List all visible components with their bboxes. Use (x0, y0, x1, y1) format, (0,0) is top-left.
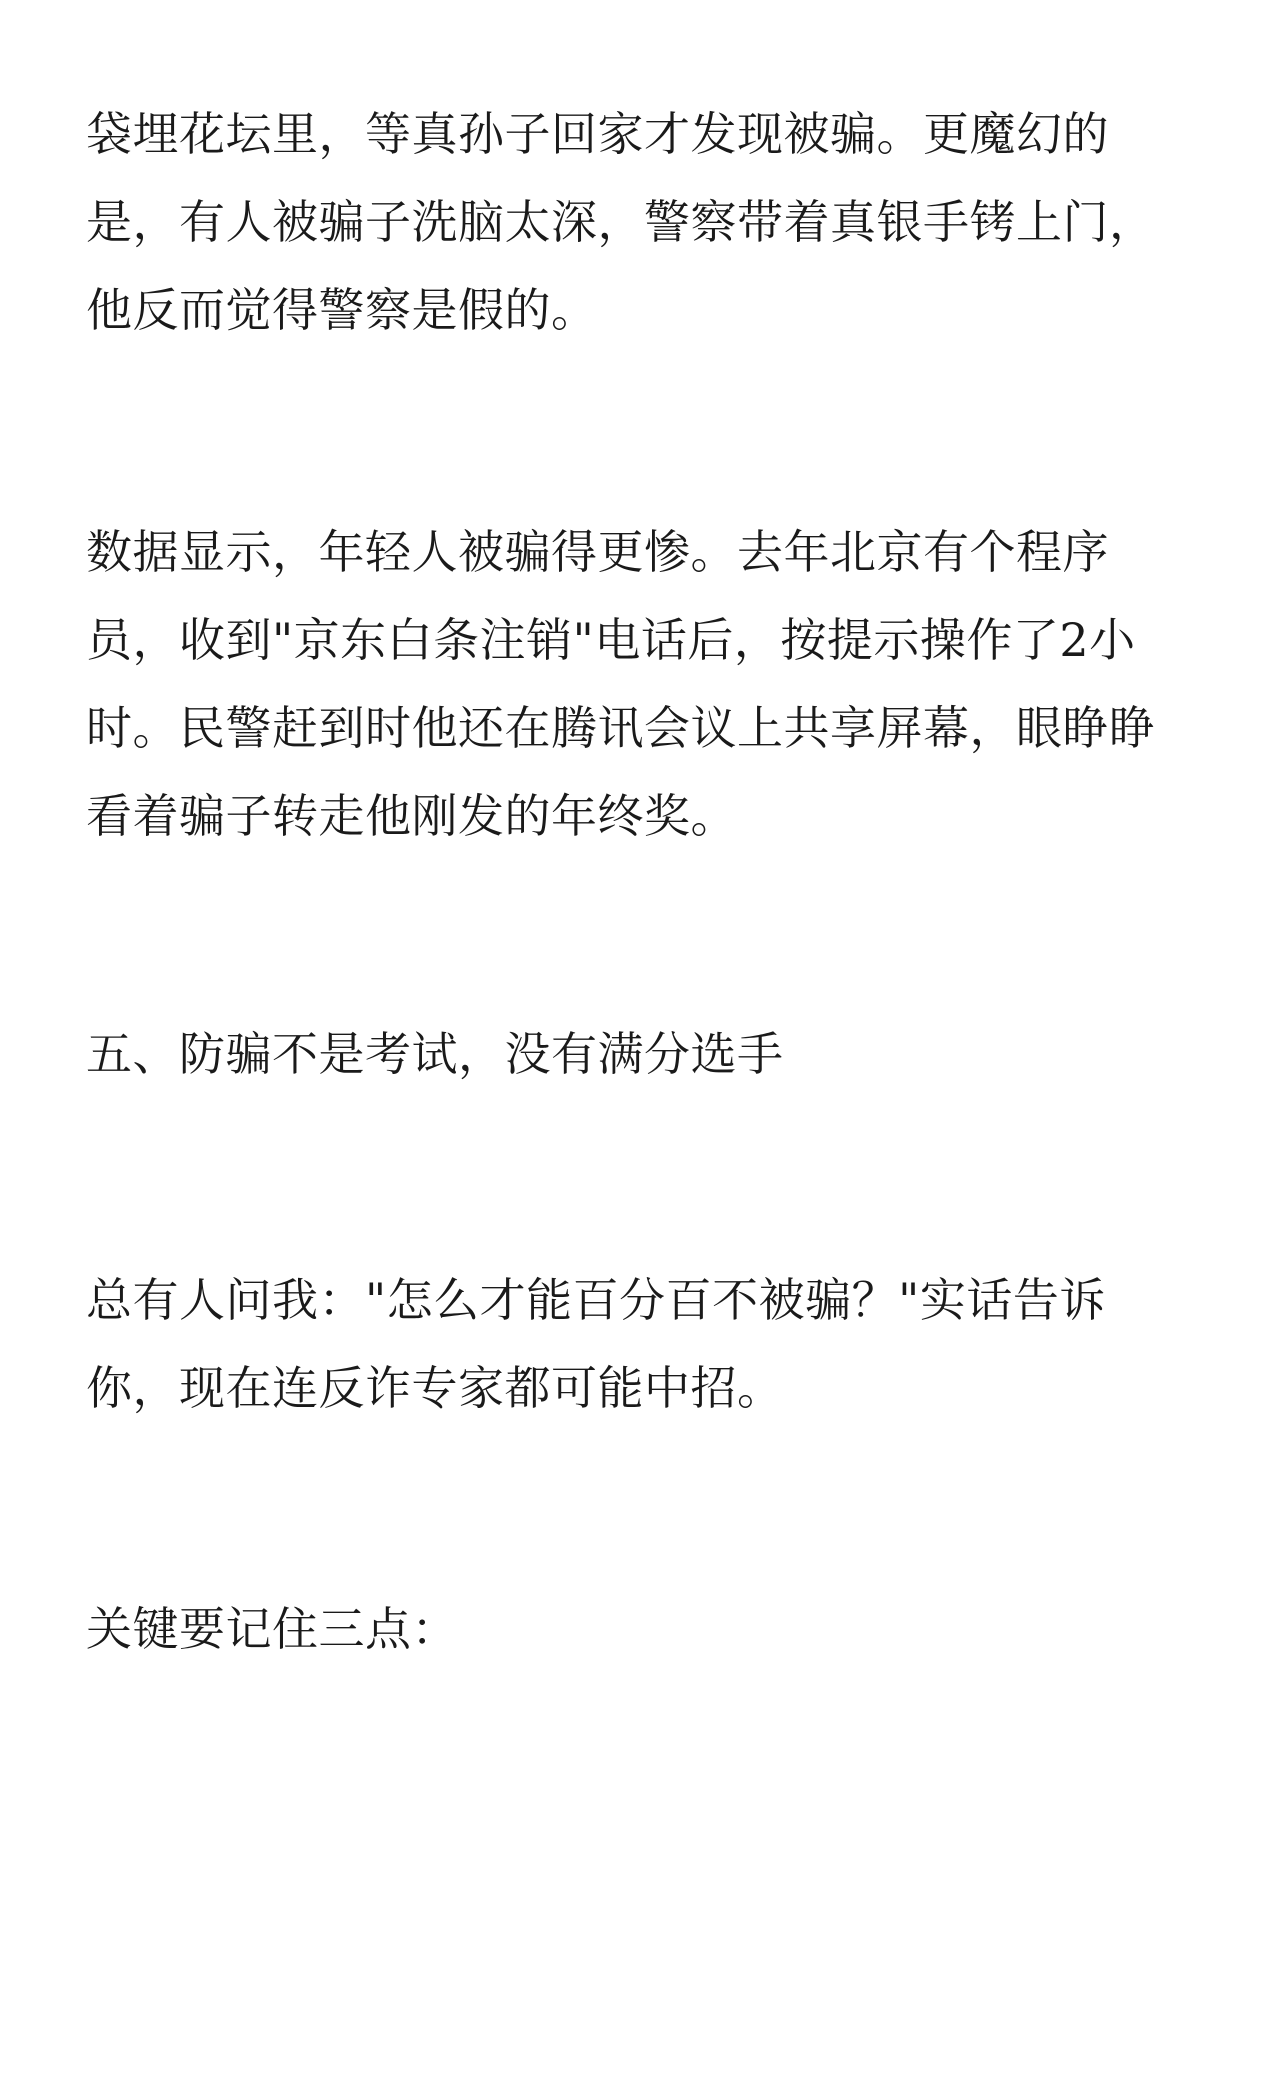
section-heading: 五、防骗不是考试，没有满分选手 (86, 1027, 784, 1081)
paragraph-no-perfect-defense: 总有人问我："怎么才能百分百不被骗？"实话告诉你，现在连反诈专家都可能中招。 (86, 1273, 1106, 1415)
paragraph-three-points: 关键要记住三点： (86, 1602, 458, 1656)
paragraph-young-victims: 数据显示，年轻人被骗得更惨。去年北京有个程序员，收到"京东白条注销"电话后，按提示操作了2小时。民警赶到时他还在腾讯会议上共享屏幕，眼睁睁看着骗子转走他刚发的年终奖。 (86, 525, 1156, 843)
paragraph-scam-story: 袋埋花坛里，等真孙子回家才发现被骗。更魔幻的是，有人被骗子洗脑太深，警察带着真银手铐上门，他反而觉得警察是假的。 (86, 107, 1156, 337)
